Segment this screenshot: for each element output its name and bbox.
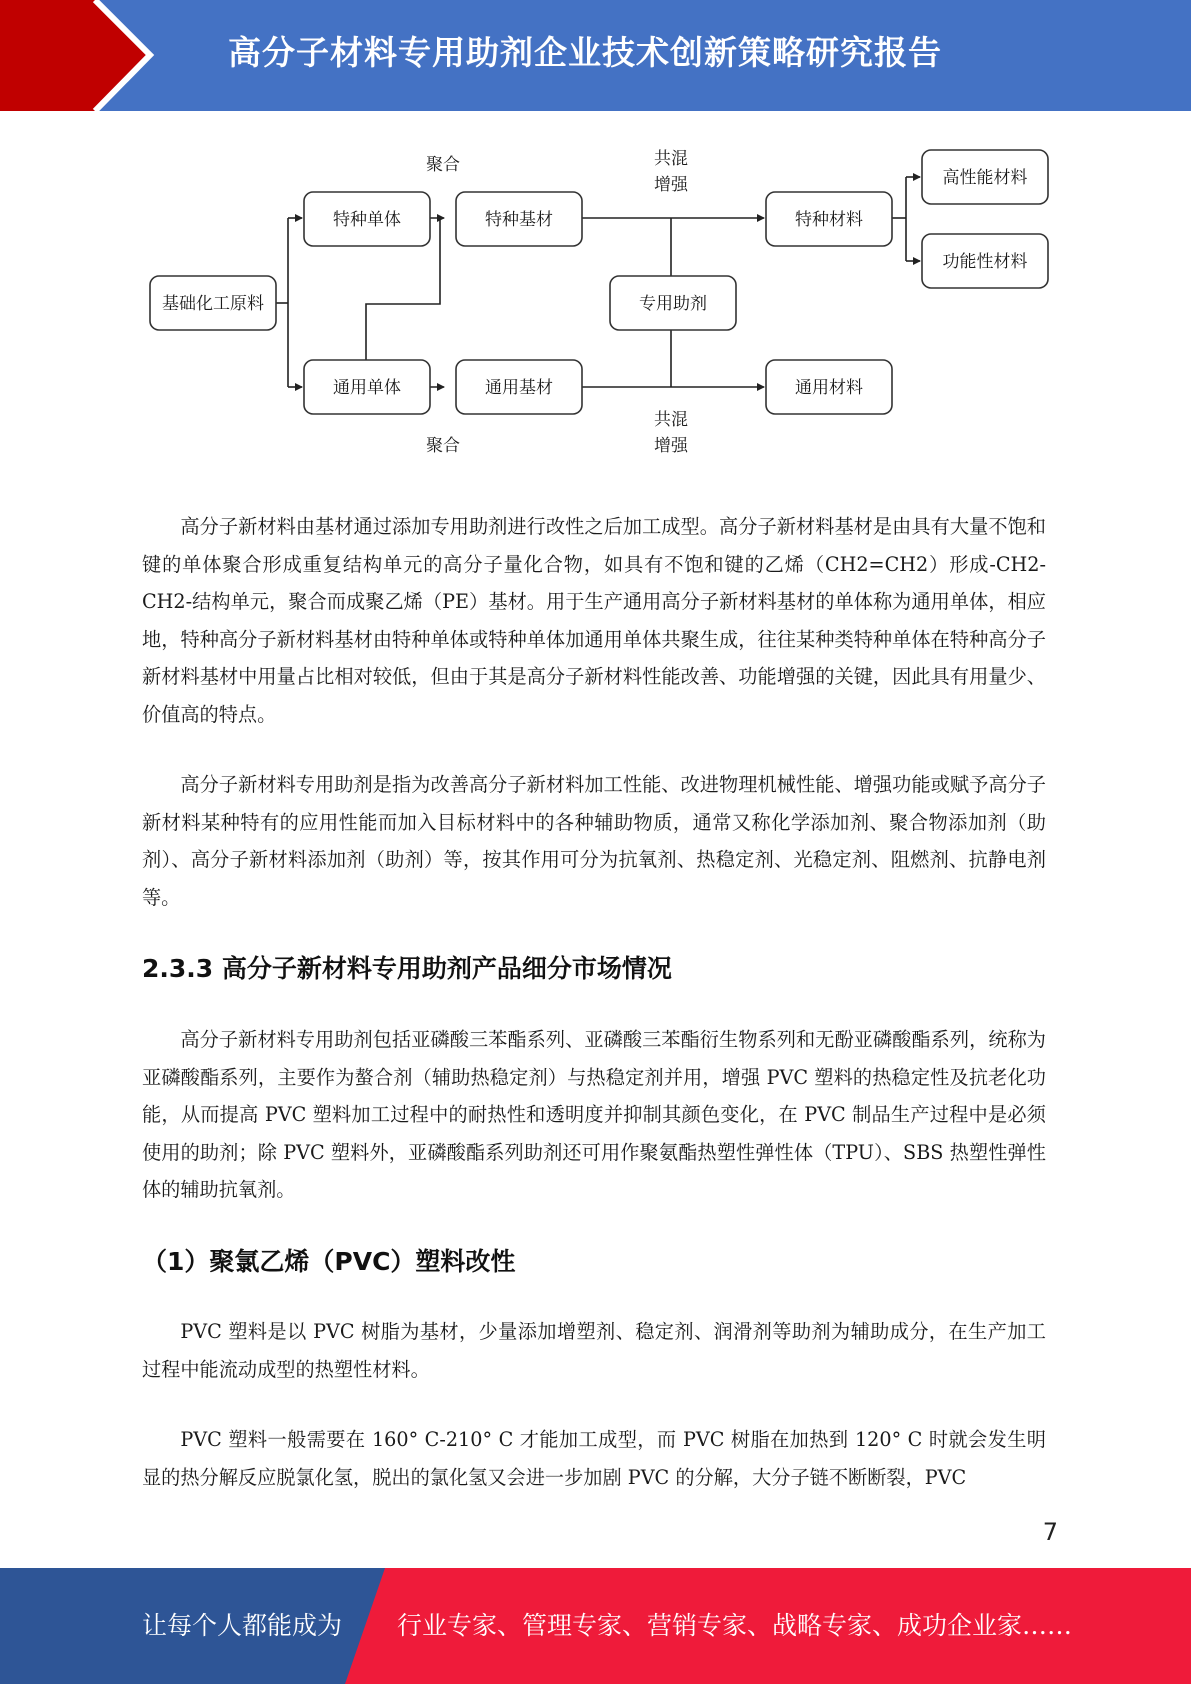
node-special-substrate: 特种基材 (485, 210, 553, 230)
paragraph-3: 高分子新材料专用助剂包括亚磷酸三苯酯系列、亚磷酸三苯酯衍生物系列和无酚亚磷酸酯系列，统称为亚磷酸酯系列，主要作为螯合剂（辅助热稳定剂）与热稳定剂并用，增强 PVC 塑料的热稳定性及抗老化功能，从而提高 PVC 塑料加工过程中的耐热性和透明度并抑制其颜色变化，在 PVC 制品生产过程中是必须使用的助剂；除 PVC 塑料外，亚磷酸酯系列助剂还可用作聚氨酯热塑性弹性体（TPU）、SBS 热塑性弹性体的辅助抗氧剂。 (142, 1028, 1046, 1201)
label-blend-top-2: 增强 (654, 175, 688, 195)
footer-slogan-right: 行业专家、管理专家、营销专家、战略专家、成功企业家…… (397, 1611, 1073, 1640)
header-red-arrow (0, 0, 150, 111)
paragraph-1: 高分子新材料由基材通过添加专用助剂进行改性之后加工成型。高分子新材料基材是由具有大量不饱和键的单体聚合形成重复结构单元的高分子量化合物，如具有不饱和键的乙烯（CH2=CH2）形成-CH2-CH2-结构单元，聚合而成聚乙烯（PE）基材。用于生产通用高分子新材料基材的单体称为通用单体，相应地，特种高分子新材料基材由特种单体或特种单体加通用单体共聚生成，往往某种类特种单体在特种高分子新材料基材中用量占比相对较低，但由于其是高分子新材料性能改善、功能增强的关键，因此具有用量少、价值高的特点。 (142, 515, 1046, 726)
label-polymerize-top: 聚合 (426, 155, 460, 175)
page-header (0, 0, 1191, 111)
section-heading-2-3-3: 2.3.3 高分子新材料专用助剂产品细分市场情况 (142, 954, 672, 983)
node-general-substrate: 通用基材 (485, 378, 553, 398)
footer-slogan-left: 让每个人都能成为 (142, 1611, 343, 1640)
node-general-material: 通用材料 (795, 378, 863, 398)
label-blend-bottom-1: 共混 (654, 410, 688, 430)
node-high-performance: 高性能材料 (942, 168, 1028, 188)
paragraph-4: PVC 塑料是以 PVC 树脂为基材，少量添加增塑剂、稳定剂、润滑剂等助剂为辅助成分，在生产加工过程中能流动成型的热塑性材料。 (142, 1320, 1046, 1381)
paragraph-5: PVC 塑料一般需要在 160° C-210° C 才能加工成型，而 PVC 树脂在加热到 120° C 时就会发生明显的热分解反应脱氯化氢，脱出的氯化氢又会进一步加剧 PVC 的分解，大分子链不断断裂，PVC (142, 1428, 1046, 1489)
node-functional: 功能性材料 (942, 252, 1028, 272)
diagram-boxes (150, 150, 1048, 414)
material-flow-diagram (140, 140, 1060, 470)
flow-diagram-svg (140, 140, 1060, 470)
node-additive: 专用助剂 (639, 294, 707, 314)
page-footer (0, 1568, 1191, 1684)
label-blend-top-1: 共混 (654, 149, 688, 169)
paragraph-2: 高分子新材料专用助剂是指为改善高分子新材料加工性能、改进物理机械性能、增强功能或赋予高分子新材料某种特有的应用性能而加入目标材料中的各种辅助物质，通常又称化学添加剂、聚合物添加剂（助剂）、高分子新材料添加剂（助剂）等，按其作用可分为抗氧剂、热稳定剂、光稳定剂、阻燃剂、抗静电剂等。 (142, 773, 1046, 909)
node-special-material: 特种材料 (795, 210, 863, 230)
label-polymerize-bottom: 聚合 (426, 436, 460, 456)
page-number: 7 (1042, 1518, 1058, 1546)
node-general-monomer: 通用单体 (333, 378, 401, 398)
subsection-heading-pvc: （1）聚氯乙烯（PVC）塑料改性 (142, 1247, 516, 1276)
label-blend-bottom-2: 增强 (654, 436, 688, 456)
node-special-monomer: 特种单体 (333, 210, 401, 230)
header-title: 高分子材料专用助剂企业技术创新策略研究报告 (228, 33, 942, 72)
node-base: 基础化工原料 (162, 294, 264, 314)
